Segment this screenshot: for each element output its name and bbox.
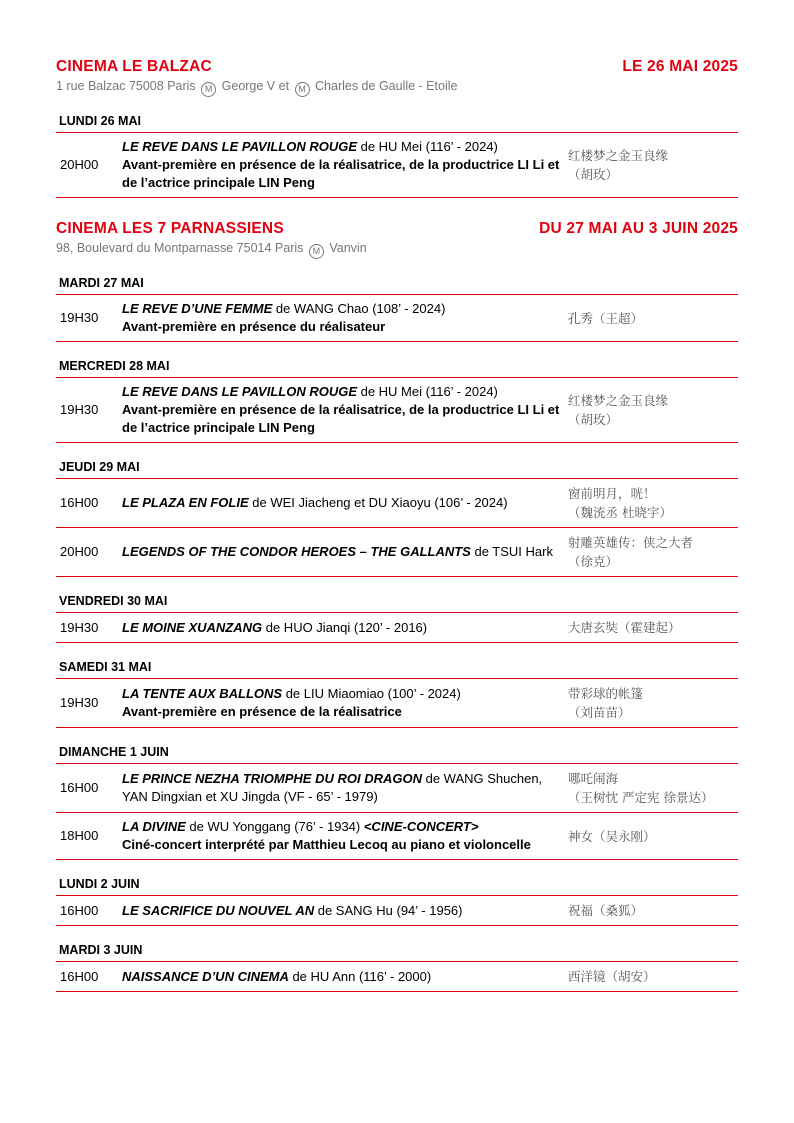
screening-row [56, 613, 738, 643]
screening-title-line [122, 685, 568, 703]
film-title: LE REVE DANS LE PAVILLON ROUGE [122, 139, 357, 154]
chinese-title-line: 红楼梦之金玉良缘 [568, 393, 669, 408]
day-label: SAMEDI 31 MAI [56, 660, 738, 679]
screening-note: Avant-première en présence de la réalisatrice, de la productrice LI Li et de l’actrice principale LIN Peng [122, 157, 560, 190]
chinese-title [568, 618, 738, 637]
screening-info [122, 494, 568, 512]
screening-title-line [122, 968, 568, 986]
film-details: de LIU Miaomiao (100’ - 2024) [282, 686, 461, 701]
chinese-title [568, 146, 738, 184]
screening-row [56, 133, 738, 198]
chinese-title-line: 哪吒闹海 [568, 771, 619, 786]
chinese-director-line: （徐克） [568, 554, 619, 569]
film-title: LA TENTE AUX BALLONS [122, 686, 283, 701]
screening-info [122, 685, 568, 721]
chinese-director-line: （魏㳘丞 杜晓宇） [568, 505, 672, 520]
day-section [56, 114, 738, 198]
chinese-title-line: 射雕英雄传：侠之大者 [568, 535, 694, 550]
cinema-dates: LE 26 MAI 2025 [622, 58, 738, 75]
chinese-director-line: （胡玫） [568, 167, 619, 182]
metro-station: Charles de Gaulle - Etoile [315, 79, 458, 93]
film-details: de WU Yonggang (76’ - 1934) [185, 819, 364, 834]
screening-row [56, 764, 738, 813]
chinese-title-line: 祝福（桑狐） [568, 903, 644, 918]
film-title: LE PRINCE NEZHA TRIOMPHE DU ROI DRAGON [122, 771, 422, 786]
screening-note: Ciné-concert interprété par Matthieu Lecoq au piano et violoncelle [122, 837, 531, 852]
day-label: MERCREDI 28 MAI [56, 359, 738, 378]
screening-time: 19H30 [60, 695, 99, 710]
film-details: de WEI Jiacheng et DU Xiaoyu (106’ - 2024) [248, 495, 508, 510]
day-label: LUNDI 26 MAI [56, 114, 738, 133]
screening-time: 19H30 [60, 619, 99, 635]
screening-title-line [122, 770, 568, 806]
day-section [56, 594, 738, 643]
cinema-address [56, 79, 738, 97]
metro-icon: M [295, 82, 310, 97]
chinese-director-line: （胡玫） [568, 412, 619, 427]
screening-title-line [122, 383, 568, 401]
screening-time: 20H00 [60, 157, 99, 172]
day-label: LUNDI 2 JUIN [56, 877, 738, 896]
screening-row [56, 479, 738, 528]
film-details: de HUO Jianqi (120’ - 2016) [262, 619, 428, 635]
screening-note: Avant-première en présence de la réalisatrice [122, 704, 402, 719]
screening-row [56, 813, 738, 860]
film-details: de HU Mei (116’ - 2024) [356, 139, 498, 154]
chinese-title [568, 484, 738, 522]
chinese-title-line: 大唐玄奘（霍建起） [568, 620, 681, 635]
day-label: VENDREDI 30 MAI [56, 594, 738, 613]
screening-row [56, 378, 738, 443]
chinese-title [568, 901, 738, 920]
screening-title-line [122, 494, 568, 512]
screening-info [122, 619, 568, 637]
film-title: LE PLAZA EN FOLIE [122, 495, 249, 510]
screening-title-line [122, 902, 568, 920]
film-title: LE MOINE XUANZANG [122, 619, 263, 635]
screening-row [56, 962, 738, 992]
chinese-title [568, 967, 738, 986]
chinese-title-line: 窗前明月，咣！ [568, 486, 656, 501]
day-section [56, 877, 738, 926]
film-details: de WANG Chao (108’ - 2024) [272, 301, 446, 316]
day-label: JEUDI 29 MAI [56, 460, 738, 479]
metro-icon: M [309, 244, 324, 259]
chinese-title [568, 827, 738, 846]
cinema-address [56, 241, 738, 259]
cinema-name: CINEMA LE BALZAC [56, 58, 212, 75]
event-tag: <CINE-CONCERT> [363, 819, 479, 834]
day-section [56, 745, 738, 860]
screening-info [122, 383, 568, 437]
cinema-block [56, 58, 738, 198]
screening-time: 16H00 [60, 495, 99, 510]
metro-station: George V et [221, 79, 290, 93]
metro-station: Vanvin [329, 241, 367, 255]
day-label: DIMANCHE 1 JUIN [56, 745, 738, 764]
screening-info [122, 300, 568, 336]
screening-time: 19H30 [60, 402, 99, 417]
film-details: de SANG Hu (94’ - 1956) [314, 902, 463, 918]
day-section [56, 359, 738, 443]
screening-row [56, 295, 738, 342]
chinese-title-line: 西洋镜（胡安） [568, 969, 656, 984]
chinese-title-line: 孔秀（王超） [568, 310, 644, 326]
chinese-title [568, 533, 738, 571]
chinese-title [568, 769, 738, 807]
film-details: de HU Mei (116’ - 2024) [356, 384, 498, 399]
screening-time: 18H00 [60, 828, 99, 843]
chinese-title-line: 神女（吴永刚） [568, 828, 656, 844]
screening-time: 16H00 [60, 902, 99, 918]
screening-info [122, 902, 568, 920]
film-details: de HU Ann (116’ - 2000) [288, 968, 432, 984]
screening-row [56, 896, 738, 926]
screening-title-line [122, 300, 568, 318]
screening-info [122, 968, 568, 986]
screening-time: 16H00 [60, 968, 99, 984]
film-title: NAISSANCE D’UN CINEMA [122, 968, 289, 984]
screening-row [56, 528, 738, 577]
screening-title-line [122, 619, 568, 637]
metro-icon: M [201, 82, 216, 97]
day-section [56, 276, 738, 342]
chinese-title-line: 带彩球的帐篷 [568, 686, 644, 701]
screening-info [122, 818, 568, 854]
film-title: LA DIVINE [122, 819, 186, 834]
screening-time: 16H00 [60, 780, 99, 795]
address-text: 98, Boulevard du Montparnasse 75014 Paris [56, 241, 304, 255]
screening-title-line [122, 818, 568, 836]
chinese-director-line: （王树忱 严定宪 徐景达） [568, 790, 714, 805]
screening-row [56, 679, 738, 728]
cinema-block [56, 220, 738, 992]
film-title: LE SACRIFICE DU NOUVEL AN [122, 902, 315, 918]
day-section [56, 660, 738, 728]
cinema-name: CINEMA LES 7 PARNASSIENS [56, 220, 284, 237]
cinema-dates: DU 27 MAI AU 3 JUIN 2025 [539, 220, 738, 237]
film-details: de WANG Shuchen, YAN Dingxian et XU Jingda (VF - 65’ - 1979) [122, 771, 543, 804]
screening-title-line [122, 543, 568, 561]
screening-time: 19H30 [60, 310, 99, 325]
film-title: LEGENDS OF THE CONDOR HEROES – THE GALLANTS [122, 544, 471, 559]
day-label: MARDI 27 MAI [56, 276, 738, 295]
cinema-header [56, 58, 738, 76]
film-title: LE REVE DANS LE PAVILLON ROUGE [122, 384, 357, 399]
screening-info [122, 138, 568, 192]
chinese-director-line: （刘苗苗） [568, 705, 631, 720]
chinese-title [568, 684, 738, 722]
screening-title-line [122, 138, 568, 156]
day-section [56, 943, 738, 992]
chinese-title [568, 309, 738, 328]
screening-time: 20H00 [60, 544, 99, 559]
day-section [56, 460, 738, 577]
cinema-header [56, 220, 738, 238]
chinese-title-line: 红楼梦之金玉良缘 [568, 148, 669, 163]
screening-info [122, 770, 568, 806]
day-label: MARDI 3 JUIN [56, 943, 738, 962]
screening-note: Avant-première en présence de la réalisatrice, de la productrice LI Li et de l’actrice principale LIN Peng [122, 402, 560, 435]
chinese-title [568, 391, 738, 429]
programme-page [56, 58, 738, 992]
screening-note: Avant-première en présence du réalisateur [122, 319, 386, 334]
screening-info [122, 543, 568, 561]
film-title: LE REVE D’UNE FEMME [122, 301, 273, 316]
address-text: 1 rue Balzac 75008 Paris [56, 79, 196, 93]
film-details: de TSUI Hark [470, 544, 553, 559]
